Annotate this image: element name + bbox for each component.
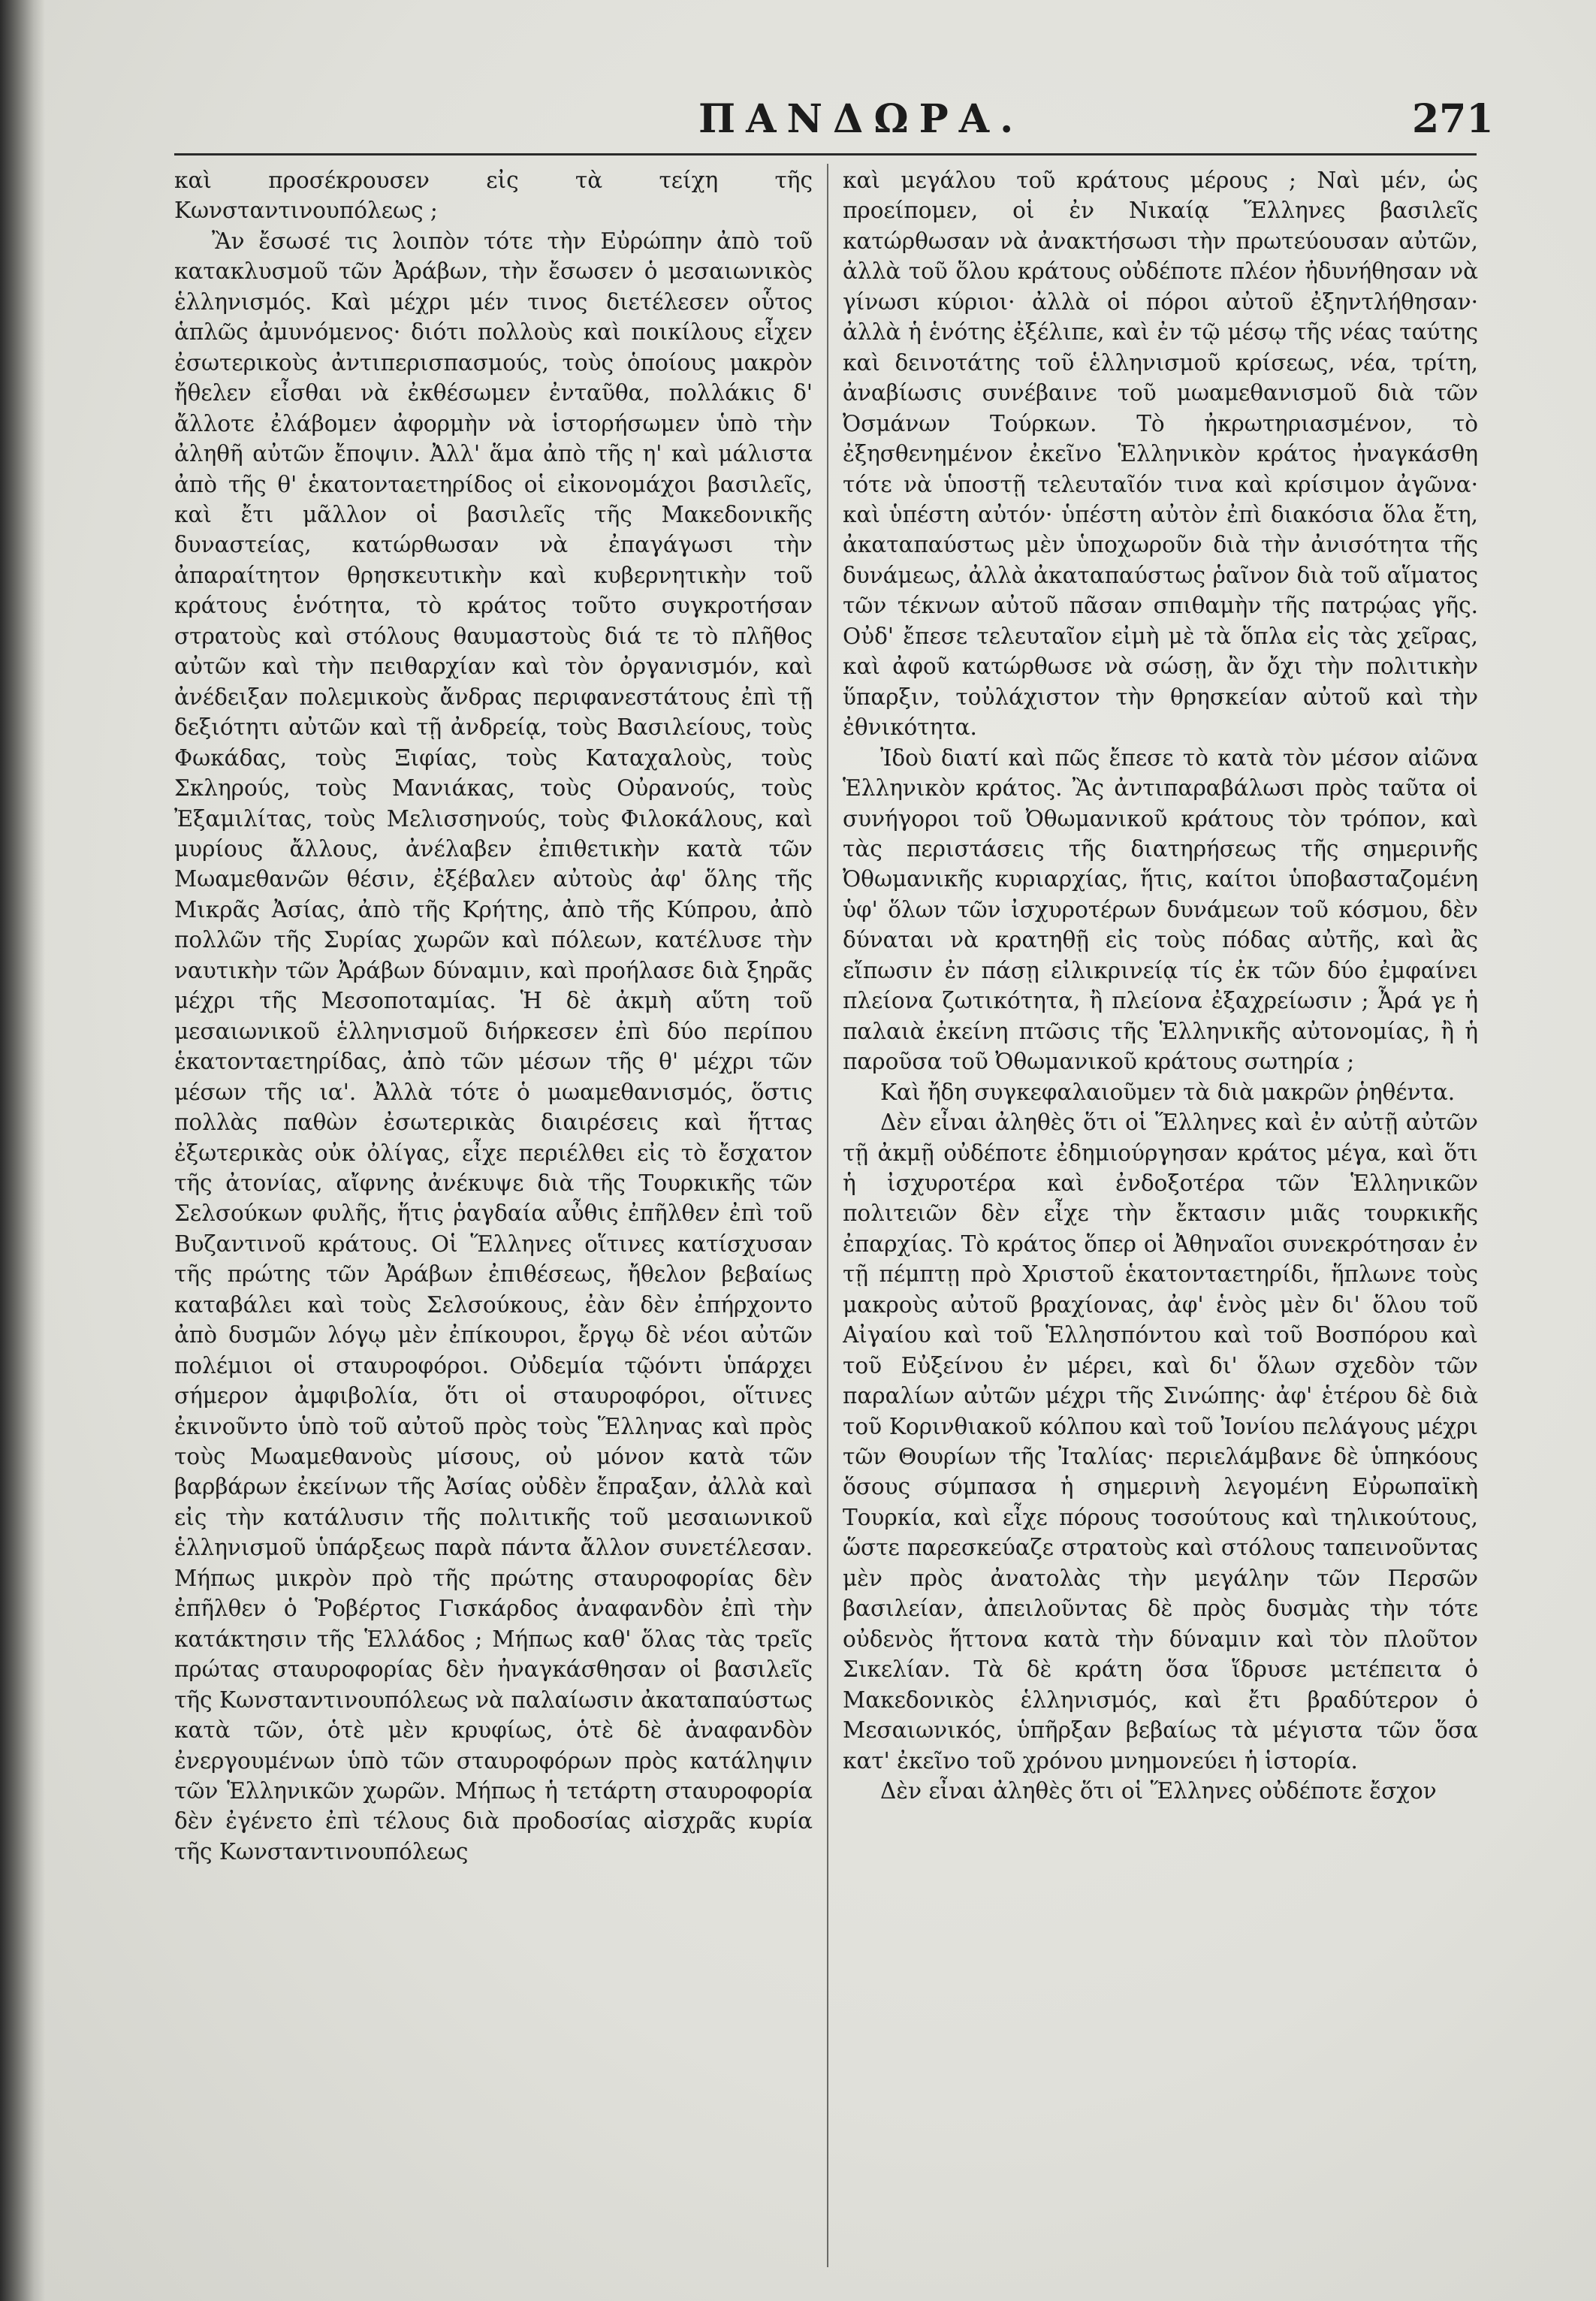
header-rule — [174, 153, 1477, 156]
paragraph: Ἂν ἔσωσέ τις λοιπὸν τότε τὴν Εὐρώπην ἀπὸ τοῦ κατακλυσμοῦ τῶν Ἀράβων, τὴν ἔσωσεν ὁ μεσαιωνικὸς ἑλληνισμός. Καὶ μέχρι μέν τινος διετέλεσεν οὗτος ἁπλῶς ἀμυνόμενος· διότι πολλοὺς καὶ ποικίλους εἶχεν ἐσωτερικοὺς ἀντιπερισπασμούς, τοὺς ὁποίους μακρὸν ἤθελεν εἶσθαι νὰ ἐκθέσωμεν ἐνταῦθα, πολλάκις δ' ἄλλοτε ἐλάβομεν ἀφορμὴν νὰ ἱστορήσωμεν ὑπὸ τὴν ἀληθῆ αὐτῶν ἔποψιν. Ἀλλ' ἅμα ἀπὸ τῆς η' καὶ μάλιστα ἀπὸ τῆς θ' ἑκατονταετηρίδος οἱ εἰκονομάχοι βασιλεῖς, καὶ ἔτι μᾶλλον οἱ βασιλεῖς τῆς Μακεδονικῆς δυναστείας, κατώρθωσαν νὰ ἐπαγάγωσι τὴν ἀπαραίτητον θρησκευτικὴν καὶ κυβερνητικὴν τοῦ κράτους ἑνότητα, τὸ κράτος τοῦτο συγκροτήσαν στρατοὺς καὶ στόλους θαυμαστοὺς διά τε τὸ πλῆθος αὐτῶν καὶ τὴν πειθαρχίαν καὶ τὸν ὀργανισμόν, καὶ ἀνέδειξαν πολεμικοὺς ἄνδρας περιφανεστάτους ἐπὶ τῇ δεξιότητι αὐτῶν καὶ τῇ ἀνδρείᾳ, τοὺς Βασιλείους, τοὺς Φωκάδας, τοὺς Ξιφίας, τοὺς Καταχαλοὺς, τοὺς Σκληρούς, τοὺς Μανιάκας, τοὺς Οὐρανούς, τοὺς Ἐξαμιλίτας, τοὺς Μελισσηνούς, τοὺς Φιλοκάλους, καὶ μυρίους ἄλλους, ἀνέλαβεν ἐπιθετικὴν κατὰ τῶν Μωαμεθανῶν θέσιν, ἐξέβαλεν αὐτοὺς ἀφ' ὅλης τῆς Μικρᾶς Ἀσίας, ἀπὸ τῆς Κρήτης, ἀπὸ τῆς Κύπρου, ἀπὸ πολλῶν τῆς Συρίας χωρῶν καὶ πόλεων, κατέλυσε τὴν ναυτικὴν τῶν Ἀράβων δύναμιν, καὶ προήλασε διὰ ξηρᾶς μέχρι τῆς Μεσοποταμίας. Ἡ δὲ ἀκμὴ αὕτη τοῦ μεσαιωνικοῦ ἑλληνισμοῦ διήρκεσεν ἐπὶ δύο περίπου ἑκατονταετηρίδας, ἀπὸ τῶν μέσων τῆς θ' μέχρι τῶν μέσων τῆς ια'. Ἀλλὰ τότε ὁ μωαμεθανισμός, ὅστις πολλὰς παθὼν ἐσωτερικὰς διαιρέσεις καὶ ἥττας ἐξωτερικὰς οὐκ ὀλίγας, εἶχε περιέλθει εἰς τὸ ἔσχατον τῆς ἀτονίας, αἴφνης ἀνέκυψε διὰ τῆς Τουρκικῆς τῶν Σελσούκων φυλῆς, ἥτις ῥαγδαία αὖθις ἐπῆλθεν ἐπὶ τοῦ Βυζαντινοῦ κράτους. Οἱ Ἕλληνες οἵτινες κατίσχυσαν τῆς πρώτης τῶν Ἀράβων ἐπιθέσεως, ἤθελον βεβαίως καταβάλει καὶ τοὺς Σελσούκους, ἐὰν δὲν ἐπήρχοντο ἀπὸ δυσμῶν λόγῳ μὲν ἐπίκουροι, ἔργῳ δὲ νέοι αὐτῶν πολέμιοι οἱ σταυροφόροι. Οὐδεμία τῷόντι ὑπάρχει σήμερον ἀμφιβολία, ὅτι οἱ σταυροφόροι, οἵτινες ἐκινοῦντο ὑπὸ τοῦ αὐτοῦ πρὸς τοὺς Ἕλληνας καὶ πρὸς τοὺς Μωαμεθανοὺς μίσους, οὐ μόνον κατὰ τῶν βαρβάρων ἐκείνων τῆς Ἀσίας οὐδὲν ἔπραξαν, ἀλλὰ καὶ εἰς τὴν κατάλυσιν τῆς πολιτικῆς τοῦ μεσαιωνικοῦ ἑλληνισμοῦ ὑπάρξεως παρὰ πάντα ἄλλον συνετέλεσαν. Μήπως μικρὸν πρὸ τῆς πρώτης σταυροφορίας δὲν ἐπῆλθεν ὁ Ῥοβέρτος Γισκάρδος ἀναφανδὸν ἐπὶ τὴν κατάκτησιν τῆς Ἑλλάδος ; Μήπως καθ' ὅλας τὰς τρεῖς πρώτας σταυροφορίας δὲν ἠναγκάσθησαν οἱ βασιλεῖς τῆς Κωνσταντινουπόλεως νὰ παλαίωσιν ἀκαταπαύστως κατὰ τῶν, ὁτὲ μὲν κρυφίως, ὁτὲ δὲ ἀναφανδὸν ἐνεργουμένων ὑπὸ τῶν σταυροφόρων πρὸς κατάληψιν τῶν Ἑλληνικῶν χωρῶν. Μήπως ἡ τετάρτη σταυροφορία δὲν ἐγένετο ἐπὶ τέλους διὰ προδοσίας αἰσχρᾶς κυρία τῆς Κωνσταντινουπόλεως — [174, 228, 813, 1865]
paragraph: Δὲν εἶναι ἀληθὲς ὅτι οἱ Ἕλληνες καὶ ἐν αὐτῇ αὐτῶν τῇ ἀκμῇ οὐδέποτε ἐδημιούργησαν κράτος μέγα, καὶ ὅτι ἡ ἰσχυροτέρα καὶ ἐνδοξοτέρα τῶν Ἑλληνικῶν πολιτειῶν δὲν εἶχε τὴν ἔκτασιν μιᾶς τουρκικῆς ἐπαρχίας. Τὸ κράτος ὅπερ οἱ Ἀθηναῖοι συνεκρότησαν ἐν τῇ πέμπτῃ πρὸ Χριστοῦ ἑκατονταετηρίδι, ἥπλωνε τοὺς μακροὺς αὐτοῦ βραχίονας, ἀφ' ἑνὸς μὲν δι' ὅλου τοῦ Αἰγαίου καὶ τοῦ Ἑλλησπόντου καὶ τοῦ Βοσπόρου καὶ τοῦ Εὐξείνου ἐν μέρει, καὶ δι' ὅλων σχεδὸν τῶν παραλίων αὐτῶν μέχρι τῆς Σινώπης· ἀφ' ἑτέρου δὲ διὰ τοῦ Κορινθιακοῦ κόλπου καὶ τοῦ Ἰονίου πελάγους μέχρι τῶν Θουρίων τῆς Ἰταλίας· περιελάμβανε δὲ ὑπηκόους ὅσους σύμπασα ἡ σημερινὴ λεγομένη Εὐρωπαϊκὴ Τουρκία, καὶ εἶχε πόρους τοσούτους καὶ τηλικούτους, ὥστε παρεσκεύαζε στρατοὺς καὶ στόλους ταπεινοῦντας μὲν πρὸς ἀνατολὰς τὴν μεγάλην τῶν Περσῶν βασιλείαν, ἀπειλοῦντας δὲ πρὸς δυσμὰς τὴν τότε οὐδενὸς ἥττονα κατὰ τὴν δύναμιν καὶ τὸν πλοῦτον Σικελίαν. Τὰ δὲ κράτη ὅσα ἵδρυσε μετέπειτα ὁ Μακεδονικὸς ἑλληνισμός, καὶ ἔτι βραδύτερον ὁ Μεσαιωνικός, ὑπῆρξαν βεβαίως τὰ μέγιστα τῶν ὅσα κατ' ἐκεῖνο τοῦ χρόνου μνημονεύει ἡ ἱστορία. — [843, 1110, 1478, 1774]
paragraph: Καὶ ἤδη συγκεφαλαιοῦμεν τὰ διὰ μακρῶν ῥηθέντα. — [880, 1079, 1456, 1105]
paragraph: καὶ προσέκρουσεν εἰς τὰ τείχη τῆς Κωνσταντινουπόλεως ; — [174, 168, 813, 224]
right-column — [843, 165, 1478, 2276]
paragraph: Ἰδοὺ διατί καὶ πῶς ἔπεσε τὸ κατὰ τὸν μέσον αἰῶνα Ἑλληνικὸν κράτος. Ἂς ἀντιπαραβάλωσι πρὸς ταῦτα οἱ συνήγοροι τοῦ Ὀθωμανικοῦ κράτους τὸν τρόπον, καὶ τὰς περιστάσεις τῆς διατηρήσεως τῆς σημερινῆς Ὀθωμανικῆς κυριαρχίας, ἥτις, καίτοι ὑποβασταζομένη ὑφ' ὅλων τῶν ἰσχυροτέρων δυνάμεων τοῦ κόσμου, δὲν δύναται νὰ κρατηθῇ εἰς τοὺς πόδας αὐτῆς, καὶ ἂς εἴπωσιν ἐν πάσῃ εἰλικρινείᾳ τίς ἐκ τῶν δύο ἐμφαίνει πλείονα ζωτικότητα, ἢ πλείονα ἐξαχρείωσιν ; Ἆρά γε ἡ παλαιὰ ἐκείνη πτῶσις τῆς Ἑλληνικῆς αὐτονομίας, ἢ ἡ παροῦσα τοῦ Ὀθωμανικοῦ κράτους σωτηρία ; — [843, 744, 1478, 1075]
paragraph: καὶ μεγάλου τοῦ κράτους μέρους ; Ναὶ μέν, ὡς προείπομεν, οἱ ἐν Νικαίᾳ Ἕλληνες βασιλεῖς κατώρθωσαν νὰ ἀνακτήσωσι τὴν πρωτεύουσαν αὐτῶν, ἀλλὰ τοῦ ὅλου κράτους οὐδέποτε πλέον ἠδυνήθησαν νὰ γίνωσι κύριοι· ἀλλὰ οἱ πόροι αὐτοῦ ἐξηντλήθησαν· ἀλλὰ ἡ ἑνότης ἐξέλιπε, καὶ ἐν τῷ μέσῳ τῆς νέας ταύτης καὶ δεινοτάτης τοῦ ἑλληνισμοῦ κρίσεως, νέα, τρίτη, ἀναβίωσις συνέβαινε τοῦ μωαμεθανισμοῦ διὰ τῶν Ὀσμάνων Τούρκων. Τὸ ἠκρωτηριασμένον, τὸ ἐξησθενημένον ἐκεῖνο Ἑλληνικὸν κράτος ἠναγκάσθη τότε νὰ ὑποστῇ τελευταῖόν τινα καὶ κρίσιμον ἀγῶνα· καὶ ὑπέστη αὐτόν· ὑπέστη αὐτὸν ἐπὶ διακόσια ὅλα ἔτη, ἀκαταπαύστως μὲν ὑποχωροῦν διὰ τὴν ἀνισότητα τῆς δυνάμεως, ἀλλὰ ἀκαταπαύστως ῥαῖνον διὰ τοῦ αἵματος τῶν τέκνων αὐτοῦ πᾶσαν σπιθαμὴν τῆς πατρῴας γῆς. Οὐδ' ἔπεσε τελευταῖον εἰμὴ μὲ τὰ ὅπλα εἰς τὰς χεῖρας, καὶ ἀφοῦ κατώρθωσε νὰ σώσῃ, ἂν ὄχι τὴν πολιτικὴν ὕπαρξιν, τοὐλάχιστον τὴν θρησκείαν αὐτοῦ καὶ τὴν ἐθνικότητα. — [843, 168, 1478, 741]
page-number: 271 — [1412, 96, 1494, 142]
running-header-title: ΠΑΝΔΩΡΑ. — [698, 96, 1024, 142]
binding-shadow — [0, 0, 45, 2301]
column-separator — [827, 164, 828, 2267]
left-column — [174, 165, 813, 2276]
paragraph: Δὲν εἶναι ἀληθὲς ὅτι οἱ Ἕλληνες οὐδέποτε ἔσχον — [880, 1778, 1437, 1804]
